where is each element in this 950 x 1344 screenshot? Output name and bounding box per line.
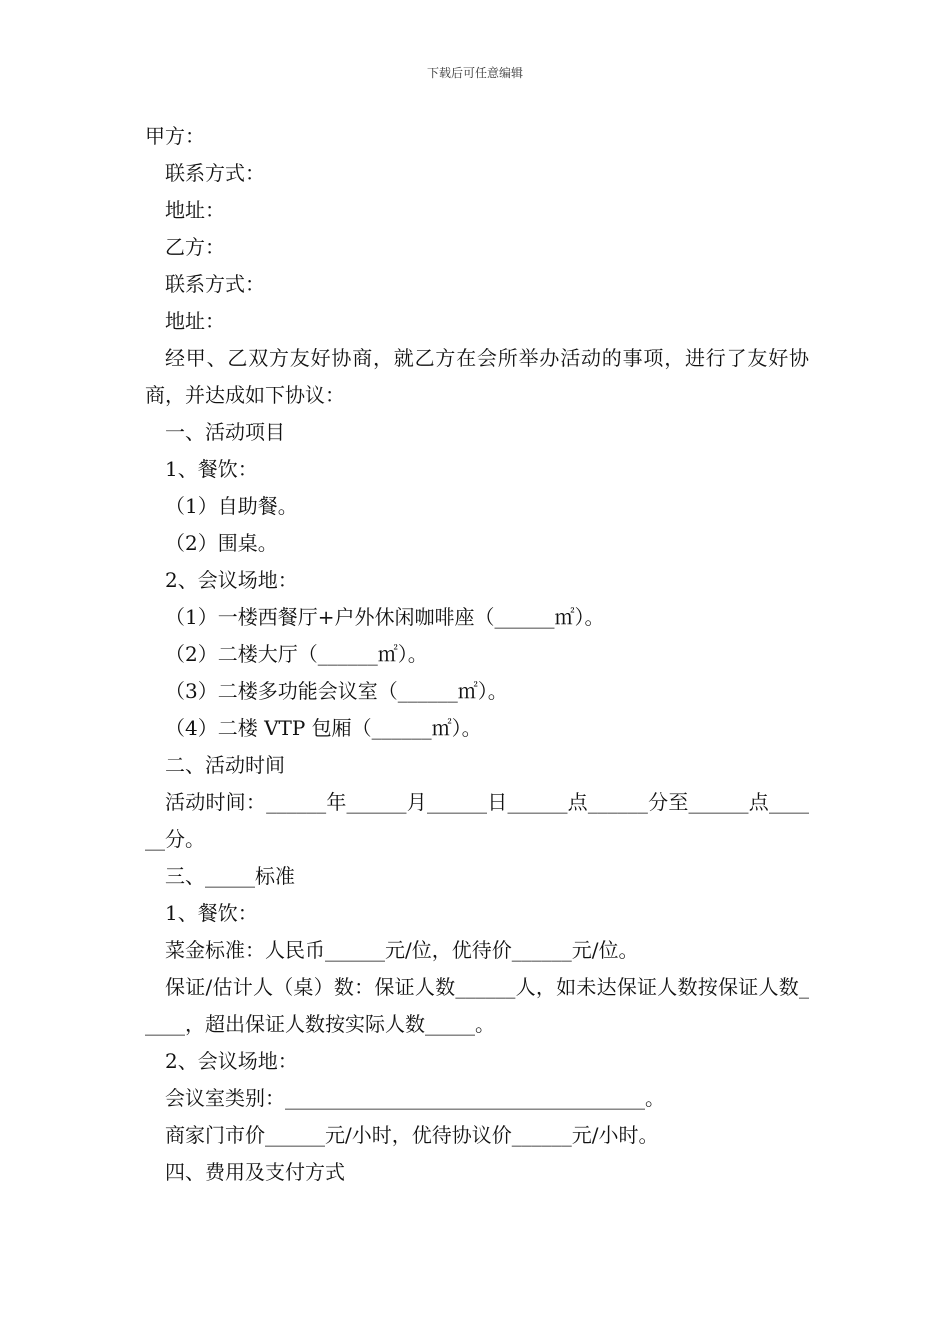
party-a-contact: 联系方式： xyxy=(165,161,265,185)
section-3-room-type: 会议室类别：____________________________________。 xyxy=(165,1086,665,1110)
party-b-contact: 联系方式： xyxy=(165,272,265,296)
section-3-sub-catering: 1、餐饮： xyxy=(165,901,258,925)
section-1-item-table: （2）围桌。 xyxy=(165,531,278,555)
section-4-title: 四、费用及支付方式 xyxy=(165,1160,345,1184)
page-header: 下载后可任意编辑 xyxy=(426,66,523,80)
intro-paragraph: 经甲、乙双方友好协商，就乙方在会所举办活动的事项，进行了友好协商，并达成如下协议： xyxy=(145,346,809,407)
section-3-price: 菜金标准：人民币______元/位，优待价______元/位。 xyxy=(165,938,639,962)
party-a-label: 甲方： xyxy=(145,124,205,148)
section-1-sub-venue: 2、会议场地： xyxy=(165,568,298,592)
section-3-sub-venue: 2、会议场地： xyxy=(165,1049,298,1073)
party-a-address: 地址： xyxy=(165,198,225,222)
section-3-guarantee: 保证/估计人（桌）数：保证人数______人，如未达保证人数按保证人数_____，超出保证人数按实际人数_____。 xyxy=(145,975,809,1036)
section-2-title: 二、活动时间 xyxy=(165,753,285,777)
section-1-item-buffet: （1）自助餐。 xyxy=(165,494,298,518)
section-1-item-vtp-room: （4）二楼 VTP 包厢（______㎡）。 xyxy=(165,716,482,740)
section-1-item-restaurant: （1）一楼西餐厅+户外休闲咖啡座（______㎡）。 xyxy=(165,605,605,629)
party-b-address: 地址： xyxy=(165,309,225,333)
section-1-sub-catering: 1、餐饮： xyxy=(165,457,258,481)
section-3-room-price: 商家门市价______元/小时，优待协议价______元/小时。 xyxy=(165,1123,659,1147)
section-1-title: 一、活动项目 xyxy=(165,420,285,444)
party-b-label: 乙方： xyxy=(165,235,225,259)
section-1-item-hall: （2）二楼大厅（______㎡）。 xyxy=(165,642,428,666)
document-body xyxy=(145,118,809,1191)
section-1-item-meeting-room: （3）二楼多功能会议室（______㎡）。 xyxy=(165,679,508,703)
section-2-time: 活动时间：______年______月______日______点______分至______点______分。 xyxy=(145,790,809,851)
section-3-title: 三、_____标准 xyxy=(165,864,295,888)
